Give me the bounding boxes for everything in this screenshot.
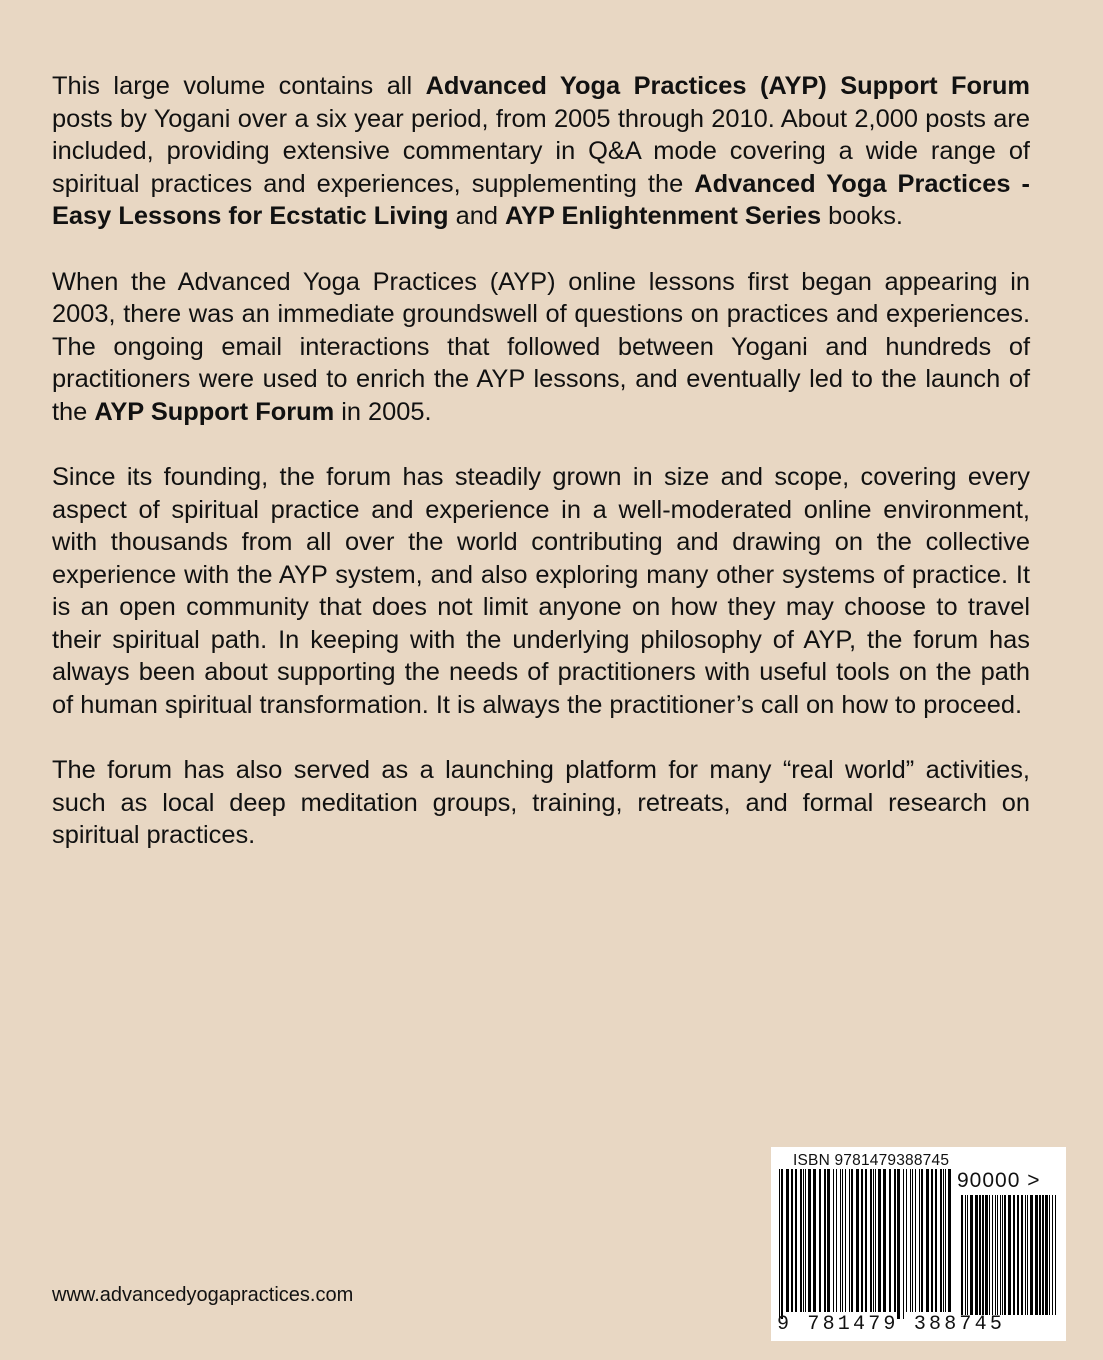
barcode-bar — [1002, 1195, 1003, 1315]
barcode-bar — [836, 1169, 837, 1312]
barcode-bar — [948, 1169, 951, 1312]
text-run: This large volume contains all — [52, 72, 426, 100]
bold-title: Advanced Yoga Practices (AYP) Support Forum — [425, 72, 1030, 100]
back-cover-description — [52, 70, 1030, 885]
paragraph — [52, 70, 1030, 233]
barcode-bar — [1021, 1195, 1023, 1315]
barcode-bar — [921, 1169, 923, 1312]
barcode-bar — [979, 1195, 981, 1315]
barcode-bar — [992, 1195, 993, 1315]
barcode-bar — [819, 1169, 821, 1312]
barcode-bar — [997, 1195, 998, 1315]
text-run: The forum has also served as a launching platform for many “real world” activities, such as local deep meditation groups, training, retreats, and formal research on spiritual practices. — [52, 756, 1030, 849]
isbn-digits: 9 781479 388745 — [777, 1313, 1006, 1336]
barcode-bar — [919, 1169, 920, 1312]
barcode-bar — [989, 1195, 990, 1315]
barcode-bar — [779, 1169, 780, 1319]
barcode-bar — [1035, 1195, 1038, 1315]
bold-title: AYP Enlightenment Series — [505, 202, 822, 230]
barcode-bar — [878, 1169, 881, 1312]
website-url: www.advancedyogapractices.com — [52, 1284, 354, 1306]
bold-title: Advanced Yoga Practices - Easy Lessons for Ecstatic Living — [52, 169, 1030, 230]
barcode-bar — [1052, 1195, 1053, 1315]
barcode-bar — [1017, 1195, 1019, 1315]
text-run: When the Advanced Yoga Practices (AYP) online lessons first began appearing in 2003, there was an immediate groundswell of questions on practices and experiences. The ongoing email interactions that followed between Yogani and hundreds of practitioners were used to enrich the AYP lessons, and eventually led to the launch of the — [52, 267, 1030, 426]
barcode-bar — [803, 1169, 804, 1312]
barcode-bar — [873, 1169, 874, 1312]
barcode-bar — [915, 1169, 916, 1312]
barcode-bar — [1030, 1195, 1033, 1315]
barcode-bar — [813, 1169, 816, 1312]
barcode-bar — [865, 1169, 867, 1312]
text-run: and — [448, 202, 506, 230]
barcode-bar — [805, 1169, 806, 1312]
barcode-bar — [935, 1169, 937, 1312]
isbn-label: ISBN 9781479388745 — [793, 1152, 950, 1169]
barcode-bar — [912, 1169, 913, 1312]
barcode-bar — [903, 1169, 904, 1319]
barcode-bar — [827, 1169, 830, 1312]
barcode-bar — [824, 1169, 826, 1312]
barcode-bar — [897, 1169, 900, 1319]
barcode-bar — [786, 1169, 789, 1312]
barcode-bar — [970, 1195, 973, 1315]
text-run: books. — [821, 202, 903, 230]
barcode-bar — [967, 1195, 968, 1315]
isbn-barcode — [771, 1147, 1066, 1341]
barcode-bar — [781, 1169, 783, 1319]
price-code: 90000 > — [957, 1169, 1041, 1192]
barcode-bar — [894, 1169, 896, 1312]
barcode-bar — [906, 1169, 907, 1312]
bold-title: AYP Support Forum — [94, 397, 335, 426]
barcode-bar — [910, 1169, 911, 1312]
barcode-bar — [1000, 1195, 1001, 1315]
barcode-bar — [1045, 1195, 1048, 1315]
barcode-bar — [995, 1195, 996, 1315]
barcode-bar — [943, 1169, 944, 1312]
barcode-bar — [840, 1169, 841, 1312]
barcode-bar — [870, 1169, 872, 1312]
barcode-bar — [1049, 1195, 1050, 1315]
barcode-bar — [851, 1169, 853, 1312]
barcode-bar — [791, 1169, 793, 1312]
barcode-bar — [795, 1169, 797, 1312]
barcode-bar — [1055, 1195, 1056, 1315]
barcode-bar — [889, 1169, 891, 1312]
barcode-bar — [875, 1169, 876, 1312]
barcode-bar — [1039, 1195, 1041, 1315]
barcode-bar — [982, 1195, 984, 1315]
barcode-bar — [985, 1195, 988, 1315]
barcode-bar — [1008, 1195, 1011, 1315]
barcode-bar — [800, 1169, 802, 1312]
barcode-bar — [940, 1169, 942, 1312]
barcode-bar — [842, 1169, 843, 1312]
barcode-bar — [926, 1169, 929, 1312]
barcode-bar — [931, 1169, 933, 1312]
paragraph — [52, 266, 1030, 429]
barcode-bar — [1042, 1195, 1044, 1315]
barcode-bar — [1025, 1195, 1026, 1315]
barcode-bar — [945, 1169, 946, 1312]
barcode-bar — [849, 1169, 850, 1312]
paragraph — [52, 754, 1030, 852]
barcode-bar — [845, 1169, 846, 1312]
barcode-bar — [808, 1169, 811, 1312]
barcode-bar — [861, 1169, 863, 1312]
text-run: posts by Yogani over a six year period, from 2005 through 2010. About 2,000 posts are included, providing extensive commentary in Q&A mode covering a wide range of spiritual practices and experiences, supplementing the — [52, 104, 1030, 198]
barcode-bar — [1004, 1195, 1006, 1315]
barcode-bar — [965, 1195, 966, 1315]
text-run: in 2005. — [334, 397, 432, 426]
barcode-bar — [856, 1169, 859, 1312]
barcode-bar — [975, 1195, 978, 1315]
barcode-bar — [1027, 1195, 1028, 1315]
barcode-bar — [1013, 1195, 1015, 1315]
barcode-bar — [883, 1169, 886, 1312]
barcode-bar — [961, 1195, 963, 1315]
paragraph — [52, 461, 1030, 721]
barcode-bar — [833, 1169, 834, 1312]
text-run: Since its founding, the forum has steadily grown in size and scope, covering every aspect of spiritual practice and experience in a well-moderated online environment, with thousands from all over the world contributing and drawing on the collective experience with the AYP system, and also exploring many other systems of practice. It is an open community that does not limit anyone on how they may choose to travel their spiritual path. In keeping with the underlying philosophy of AYP, the forum has always been about supporting the needs of practitioners with useful tools on the path of human spiritual transformation. It is always the practitioner’s call on how to proceed. — [52, 463, 1030, 719]
